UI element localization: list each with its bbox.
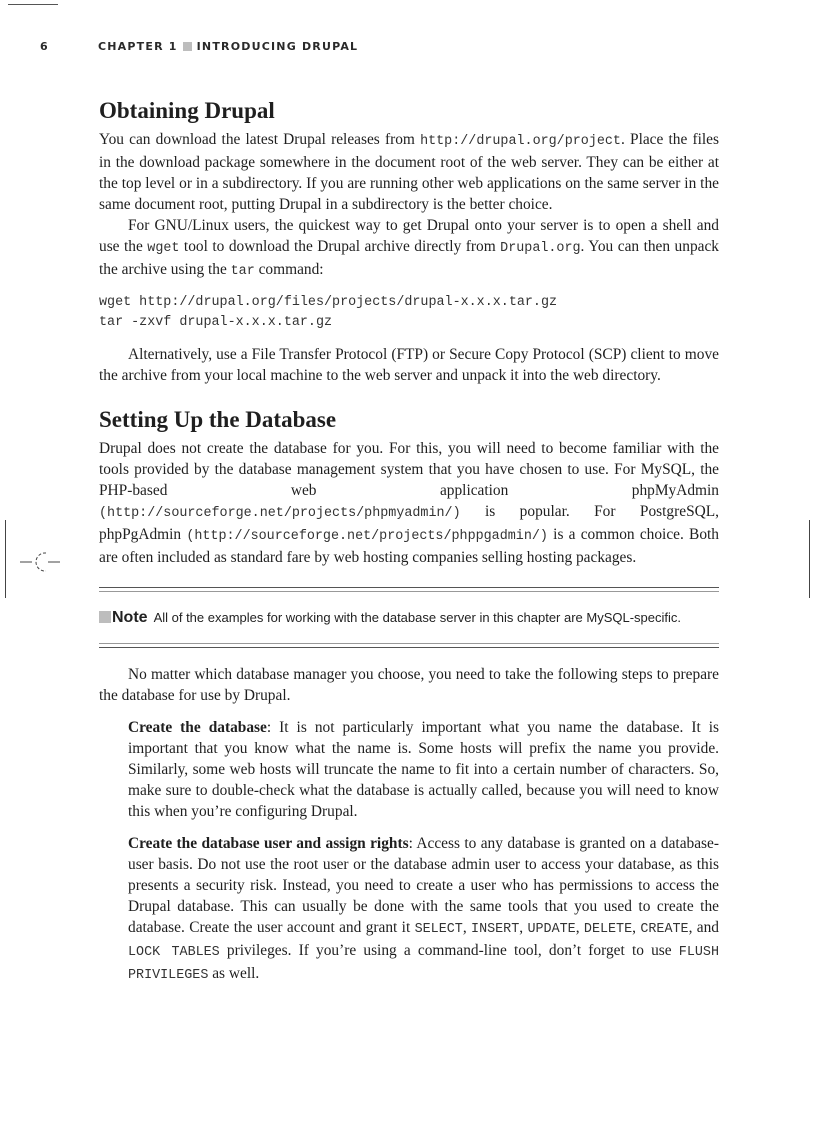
text: . You can then unpack the archive using the: [99, 238, 720, 278]
url-phpmyadmin: (http://sourceforge.net/projects/phpmyadmin/): [99, 506, 461, 521]
text: is a common choice. Both are often included as standard fare by web hosting companies selling hosting packages.: [99, 526, 719, 566]
step-title: Create the database: [128, 719, 267, 736]
note-inner: [99, 591, 719, 644]
note-label: Note: [112, 609, 148, 626]
code-lock-tables: LOCK TABLES: [128, 945, 220, 960]
text: : Access to any database is granted on a database-user basis. Do not use the root user or the database admin user to access your database, as this presents a security risk. Instead, you need to create a user who has permissions to access the Drupal database. This can usually be done with the same tools that you used to create the database. Create the user account and grant it: [128, 835, 719, 936]
page-number: 6: [40, 40, 49, 53]
paragraph-alternatively: Alternatively, use a File Transfer Protocol (FTP) or Secure Copy Protocol (SCP) client to move the archive from your local machine to the web server and unpack it into the web directory.: [99, 346, 719, 384]
paragraph-download: [99, 129, 719, 215]
chapter-title: INTRODUCING DRUPAL: [196, 40, 359, 53]
code-tar: tar: [230, 264, 255, 279]
step-create-database: [99, 717, 719, 822]
note-box: [99, 587, 719, 648]
heading-setting-up-database: Setting Up the Database: [99, 407, 337, 432]
text: as well.: [208, 965, 260, 982]
chapter-label: CHAPTER 1: [98, 40, 178, 53]
paragraph-database-tools: [99, 438, 719, 568]
heading-obtaining-drupal: Obtaining Drupal: [99, 98, 275, 123]
text: privileges. If you’re using a command-line tool, don’t forget to use: [219, 942, 679, 959]
url-phppgadmin: (http://sourceforge.net/projects/phppgadmin/): [186, 529, 548, 544]
code-select: SELECT: [414, 922, 463, 937]
code-delete: DELETE: [583, 922, 633, 937]
paragraph-gnu-linux: [99, 215, 719, 282]
note-text: All of the examples for working with the database server in this chapter are MySQL-specific.: [153, 610, 682, 625]
code-line: wget http://drupal.org/files/projects/drupal-x.x.x.tar.gz: [99, 295, 558, 310]
code-line: tar -zxvf drupal-x.x.x.tar.gz: [99, 315, 333, 330]
crop-mark-top: [8, 4, 58, 5]
crop-mark-right: [809, 520, 810, 598]
code-create: CREATE: [640, 922, 689, 937]
text: is popular. For PostgreSQL, phpPgAdmin: [99, 503, 719, 543]
step-title: Create the database user and assign rights: [128, 835, 409, 852]
text: tool to download the Drupal archive directly from: [179, 238, 501, 255]
text: ,: [575, 919, 584, 936]
url-drupal-project: http://drupal.org/project: [420, 134, 621, 149]
text: You can download the latest Drupal releases from: [99, 131, 421, 148]
code-insert: INSERT: [471, 922, 520, 937]
page-body: [99, 97, 719, 986]
running-head: [98, 40, 358, 53]
text: For GNU/Linux users, the quickest way to get Drupal onto your server is to open a shell and use the: [99, 217, 719, 255]
text: command:: [254, 261, 324, 278]
text: . Place the files in the download package somewhere in the document root of the web server. They can be either at the top level or in a subdirectory. If you are running other web applications on the same server in the same document root, putting Drupal in a subdirectory is the better choice.: [99, 131, 719, 213]
text: : It is not particularly important what you name the database. It is important that you know what the name is. Some hosts will prefix the name you provide. Similarly, some web hosts will truncate the name to fit into a certain number of characters. So, make sure to double-check what the database is actually called, because you will need to know this when you’re configuring Drupal.: [128, 719, 719, 820]
code-block: [99, 293, 719, 333]
code-drupal-org: Drupal.org: [500, 241, 581, 256]
code-wget: wget: [147, 241, 180, 256]
code-flush-privileges: FLUSH PRIVILEGES: [128, 945, 719, 983]
text: Drupal does not create the database for you. For this, you will need to become familiar with the tools provided by the database management system that you have chosen to use. For MySQL, the PHP-based web application phpMyAdmin: [99, 440, 719, 499]
note-square-icon: [99, 611, 111, 623]
text: ,: [462, 919, 472, 936]
text: , and: [688, 919, 719, 936]
code-update: UPDATE: [527, 922, 576, 937]
text: ,: [519, 919, 528, 936]
paragraph-following-steps: No matter which database manager you choose, you need to take the following steps to prepare the database for use by Drupal.: [99, 666, 719, 704]
crop-mark-left: [5, 520, 6, 598]
text: ,: [632, 919, 641, 936]
square-bullet-icon: [183, 42, 192, 51]
registration-mark-icon: [18, 548, 62, 576]
step-create-user: [99, 833, 719, 986]
